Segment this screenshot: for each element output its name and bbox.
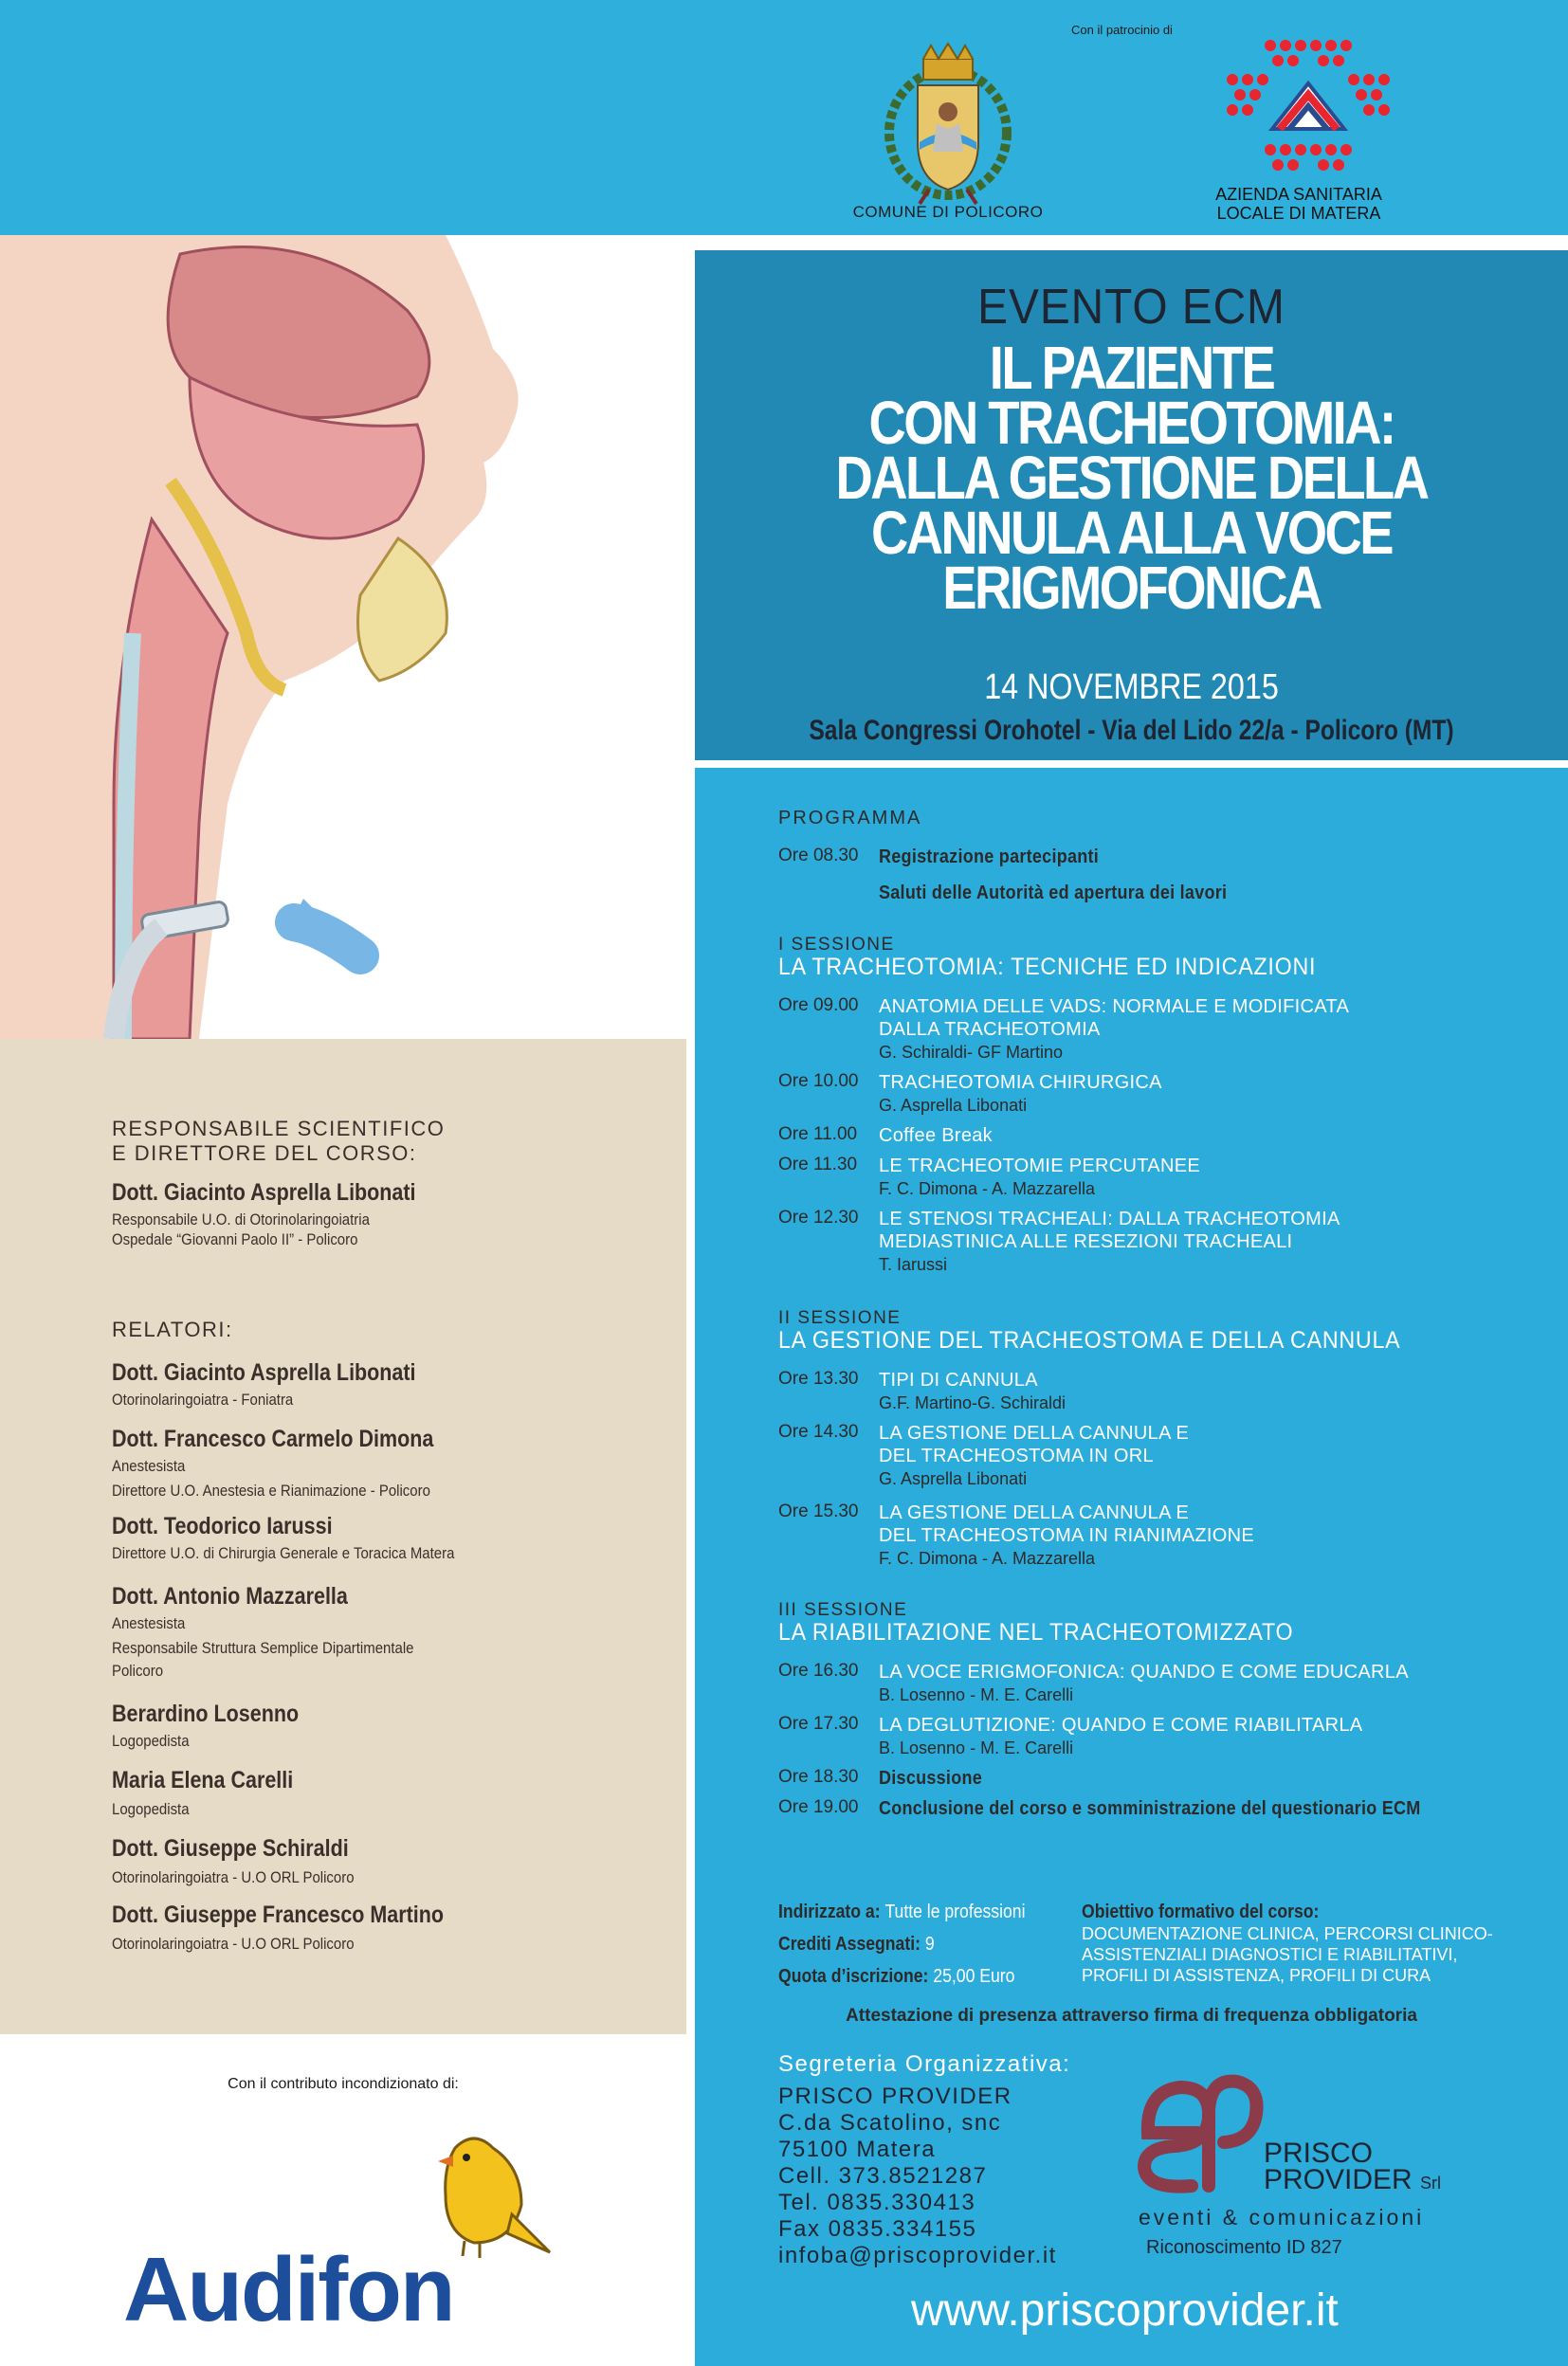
schedule-speaker: G. Asprella Libonati xyxy=(879,1096,1028,1115)
schedule-time: Ore 09.00 xyxy=(778,995,859,1015)
title-line-2: CON TRACHEOTOMIA: xyxy=(868,389,1395,457)
header-band xyxy=(0,0,1568,235)
schedule-activity: Registrazione partecipanti xyxy=(879,846,1100,867)
responsabile-role: Responsabile U.O. di Otorinolaringoiatria xyxy=(112,1210,370,1228)
schedule-time: Ore 11.00 xyxy=(778,1124,858,1144)
schedule-time: Ore 15.30 xyxy=(778,1502,859,1521)
asl-name: AZIENDA SANITARIA LOCALE DI MATERA xyxy=(1215,185,1382,223)
schedule-activity: LA VOCE ERIGMOFONICA: QUANDO E COME EDUCARLA xyxy=(879,1662,1409,1683)
secretary-label: Segreteria Organizzativa: xyxy=(778,2051,1071,2077)
riconoscimento: Riconoscimento ID 827 xyxy=(1146,2237,1342,2258)
relatore-role: Otorinolaringoiatra - Foniatra xyxy=(112,1391,294,1409)
schedule-speaker: F. C. Dimona - A. Mazzarella xyxy=(879,1179,1096,1198)
prisco-tagline: eventi & comunicazioni xyxy=(1139,2205,1425,2230)
relatore-role: Logopedista xyxy=(112,1800,190,1818)
schedule-time: Ore 14.30 xyxy=(778,1422,859,1442)
schedule-time: Ore 16.30 xyxy=(778,1661,859,1681)
obiettivo-line: PROFILI DI ASSISTENZA, PROFILI DI CURA xyxy=(1082,1966,1431,1985)
secretary-line: 75100 Matera xyxy=(778,2137,937,2162)
relatore-role: Anestesista xyxy=(112,1614,186,1632)
title-line-5: ERIGMOFONICA xyxy=(942,554,1321,622)
schedule-activity: DEL TRACHEOSTOMA IN ORL xyxy=(879,1446,1154,1466)
schedule-activity: LA DEGLUTIZIONE: QUANDO E COME RIABILITARLA xyxy=(879,1715,1363,1736)
schedule-time: Ore 19.00 xyxy=(778,1797,859,1817)
relatore-name: Berardino Losenno xyxy=(112,1701,300,1727)
crediti-row: Crediti Assegnati: 9 xyxy=(778,1934,935,1955)
schedule-time: Ore 11.30 xyxy=(778,1155,858,1174)
relatore-role: Direttore U.O. Anestesia e Rianimazione - Policoro xyxy=(112,1482,430,1500)
session-title: LA TRACHEOTOMIA: TECNICHE ED INDICAZIONI xyxy=(778,954,1317,980)
schedule-speaker: T. Iarussi xyxy=(879,1255,948,1274)
audifon-logo: Audifon xyxy=(123,2239,454,2340)
speakers-panel xyxy=(0,1039,686,2034)
schedule-activity: Coffee Break xyxy=(879,1125,993,1146)
responsabile-name: Dott. Giacinto Asprella Libonati xyxy=(112,1179,416,1206)
schedule-activity: LE STENOSI TRACHEALI: DALLA TRACHEOTOMIA xyxy=(879,1209,1340,1229)
schedule-speaker: G. Asprella Libonati xyxy=(879,1469,1028,1488)
attestazione: Attestazione di presenza attraverso firma di frequenza obbligatoria xyxy=(846,2006,1417,2026)
schedule-speaker: G.F. Martino-G. Schiraldi xyxy=(879,1393,1067,1412)
secretary-panel xyxy=(695,2034,1568,2366)
schedule-activity: LA GESTIONE DELLA CANNULA E xyxy=(879,1423,1190,1444)
secretary-line: C.da Scatolino, snc xyxy=(778,2110,1002,2136)
policoro-crest-logo xyxy=(882,38,1014,209)
obiettivo-line: ASSISTENZIALI DIAGNOSTICI E RIABILITATIVI, xyxy=(1082,1945,1458,1964)
schedule-activity: LE TRACHEOTOMIE PERCUTANEE xyxy=(879,1156,1200,1176)
relatore-role: Otorinolaringoiatra - U.O ORL Policoro xyxy=(112,1935,355,1953)
patronage-label: Con il patrocinio di xyxy=(1071,23,1173,37)
event-date: 14 NOVEMBRE 2015 xyxy=(984,667,1279,707)
relatore-name: Dott. Francesco Carmelo Dimona xyxy=(112,1426,434,1452)
tracheotomy-illustration xyxy=(0,235,686,1039)
session-label: II SESSIONE xyxy=(778,1308,902,1328)
indirizzato-row: Indirizzato a: Tutte le professioni xyxy=(778,1902,1026,1922)
schedule-speaker: B. Losenno - M. E. Carelli xyxy=(879,1685,1074,1704)
schedule-activity: DEL TRACHEOSTOMA IN RIANIMAZIONE xyxy=(879,1525,1254,1546)
title-block xyxy=(695,250,1568,760)
obiettivo-line: DOCUMENTAZIONE CLINICA, PERCORSI CLINICO- xyxy=(1082,1924,1493,1943)
secretary-line: Fax 0835.334155 xyxy=(778,2216,977,2242)
session-title: LA GESTIONE DEL TRACHEOSTOMA E DELLA CANNULA xyxy=(778,1327,1401,1354)
schedule-time: Ore 10.00 xyxy=(778,1071,859,1091)
relatore-role: Otorinolaringoiatra - U.O ORL Policoro xyxy=(112,1868,355,1886)
schedule-speaker: B. Losenno - M. E. Carelli xyxy=(879,1738,1074,1757)
relatore-name: Dott. Giuseppe Schiraldi xyxy=(112,1835,349,1862)
secretary-line: PRISCO PROVIDER xyxy=(778,2084,1012,2109)
responsabile-role: Ospedale “Giovanni Paolo II” - Policoro xyxy=(112,1230,358,1248)
schedule-activity: TRACHEOTOMIA CHIRURGICA xyxy=(879,1072,1162,1093)
relatore-role: Policoro xyxy=(112,1662,164,1680)
relatore-name: Dott. Giuseppe Francesco Martino xyxy=(112,1902,445,1928)
programme-panel xyxy=(695,768,1568,2034)
relatore-name: Dott. Giacinto Asprella Libonati xyxy=(112,1359,416,1386)
policoro-name: COMUNE DI POLICORO xyxy=(852,203,1044,221)
schedule-time: Ore 13.30 xyxy=(778,1369,859,1389)
relatore-role: Anestesista xyxy=(112,1457,186,1475)
schedule-activity: LA GESTIONE DELLA CANNULA E xyxy=(879,1502,1190,1523)
title-line-3: DALLA GESTIONE DELLA xyxy=(835,444,1428,512)
title-line-1: IL PAZIENTE xyxy=(989,334,1274,402)
schedule-time: Ore 12.30 xyxy=(778,1208,859,1228)
title-line-4: CANNULA ALLA VOCE xyxy=(871,499,1392,567)
relatore-name: Dott. Teodorico Iarussi xyxy=(112,1513,333,1539)
responsabile-label: RESPONSABILE SCIENTIFICO E DIRETTORE DEL CORSO: xyxy=(112,1117,446,1165)
schedule-activity: MEDIASTINICA ALLE RESEZIONI TRACHEALI xyxy=(879,1231,1293,1252)
schedule-activity: ANATOMIA DELLE VADS: NORMALE E MODIFICATA xyxy=(879,996,1350,1017)
relatore-role: Direttore U.O. di Chirurgia Generale e Toracica Matera xyxy=(112,1544,455,1562)
programme-heading: PROGRAMMA xyxy=(778,808,922,828)
schedule-time: Ore 18.30 xyxy=(778,1767,859,1787)
session-label: III SESSIONE xyxy=(778,1600,908,1620)
obiettivo-label: Obiettivo formativo del corso: xyxy=(1082,1902,1320,1922)
asl-matera-logo xyxy=(1223,38,1394,171)
schedule-activity: DALLA TRACHEOTOMIA xyxy=(879,1019,1101,1040)
secretary-line[interactable]: infoba@priscoprovider.it xyxy=(778,2243,1057,2268)
secretary-line: Cell. 373.8521287 xyxy=(778,2163,988,2189)
relatore-role: Logopedista xyxy=(112,1732,190,1750)
prisco-logo-text: PRISCO PROVIDER Srl xyxy=(1264,2138,1442,2195)
website-link[interactable]: www.priscoprovider.it xyxy=(911,2285,1339,2336)
relatori-label: RELATORI: xyxy=(112,1318,233,1341)
relatore-name: Dott. Antonio Mazzarella xyxy=(112,1583,348,1610)
schedule-activity: Conclusione del corso e somministrazione del questionario ECM xyxy=(879,1798,1421,1819)
quota-row: Quota d’iscrizione: 25,00 Euro xyxy=(778,1966,1015,1987)
prisco-provider-logo xyxy=(1131,2072,1264,2195)
session-label: I SESSIONE xyxy=(778,935,895,955)
sponsor-panel xyxy=(0,2034,686,2366)
schedule-speaker: G. Schiraldi- GF Martino xyxy=(879,1043,1064,1062)
sponsor-label: Con il contributo incondizionato di: xyxy=(228,2076,459,2092)
schedule-activity: Discussione xyxy=(879,1768,983,1789)
schedule-time: Ore 17.30 xyxy=(778,1714,859,1734)
event-venue: Sala Congressi Orohotel - Via del Lido 22/a - Policoro (MT) xyxy=(809,715,1454,746)
schedule-time: Ore 08.30 xyxy=(778,846,859,865)
relatore-name: Maria Elena Carelli xyxy=(112,1767,294,1793)
session-title: LA RIABILITAZIONE NEL TRACHEOTOMIZZATO xyxy=(778,1619,1294,1646)
schedule-activity: Saluti delle Autorità ed apertura dei lavori xyxy=(879,883,1228,903)
relatore-role: Responsabile Struttura Semplice Dipartimentale xyxy=(112,1639,414,1657)
event-type: EVENTO ECM xyxy=(977,280,1285,335)
secretary-line: Tel. 0835.330413 xyxy=(778,2190,976,2215)
schedule-speaker: F. C. Dimona - A. Mazzarella xyxy=(879,1549,1096,1568)
schedule-activity: TIPI DI CANNULA xyxy=(879,1370,1038,1391)
